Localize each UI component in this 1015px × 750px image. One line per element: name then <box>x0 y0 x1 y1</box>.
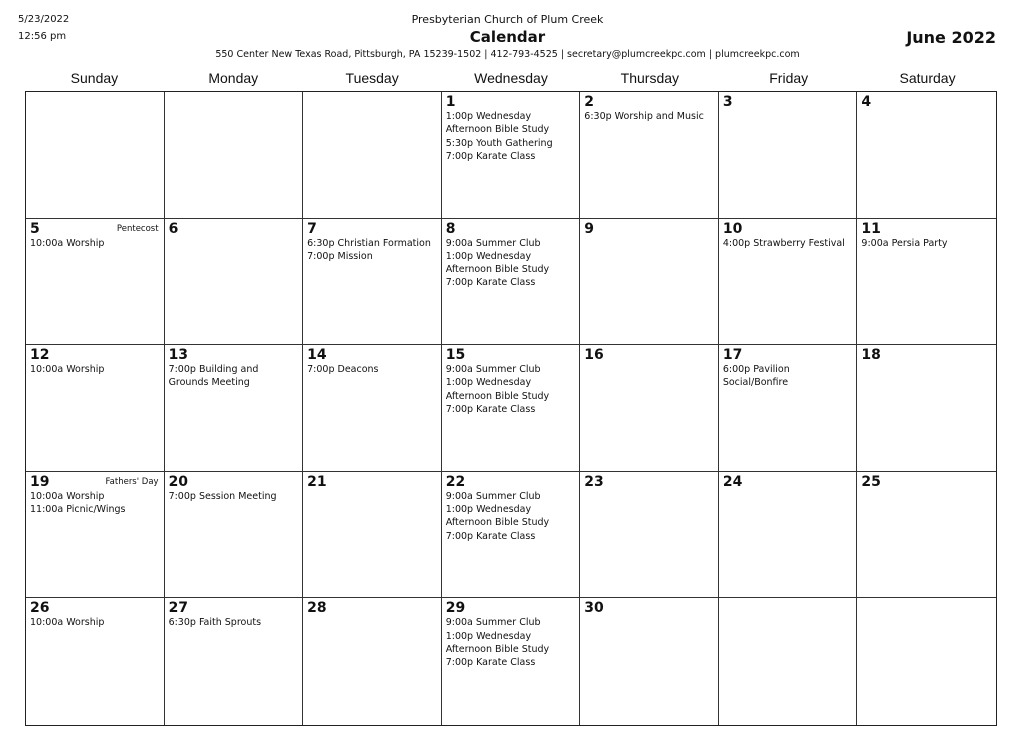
day-cell[interactable] <box>26 219 165 346</box>
day-cell[interactable] <box>580 598 719 725</box>
calendar-event[interactable]: 1:00p Wednesday Afternoon Bible Study <box>445 250 550 276</box>
day-cell[interactable] <box>26 598 165 725</box>
print-date: 5/23/2022 <box>18 14 70 25</box>
calendar-grid <box>25 91 997 726</box>
calendar-event[interactable]: 10:00a Worship <box>30 364 105 376</box>
day-cell[interactable] <box>580 92 719 219</box>
day-cell[interactable] <box>26 345 165 472</box>
calendar-event[interactable]: 9:00a Summer Club <box>445 364 541 376</box>
day-cell[interactable] <box>165 92 304 219</box>
day-number: 22 <box>445 473 466 490</box>
day-cell[interactable] <box>303 598 442 725</box>
calendar-event[interactable]: 9:00a Summer Club <box>445 237 541 249</box>
day-cell[interactable] <box>580 472 719 599</box>
day-cell[interactable] <box>580 219 719 346</box>
calendar-event[interactable]: 1:00p Wednesday Afternoon Bible Study <box>445 377 550 402</box>
day-cell[interactable] <box>580 345 719 472</box>
day-cell[interactable] <box>165 598 304 725</box>
calendar-event[interactable]: 7:00p Karate Class <box>445 277 536 289</box>
day-number: 10 <box>722 220 743 237</box>
holiday-label: Fathers' Day <box>105 476 159 487</box>
day-number: 16 <box>584 347 604 364</box>
day-cell[interactable] <box>165 219 304 346</box>
day-number: 8 <box>445 220 456 237</box>
calendar-event[interactable]: 1:00p Wednesday Afternoon Bible Study <box>445 111 550 136</box>
day-cell[interactable] <box>303 345 442 472</box>
day-number: 19 <box>30 473 50 490</box>
day-cell[interactable] <box>857 92 996 219</box>
day-cell[interactable] <box>719 472 858 599</box>
calendar-event[interactable]: 9:00a Summer Club <box>445 617 541 629</box>
day-cell[interactable] <box>442 472 581 599</box>
day-cell[interactable] <box>719 345 858 472</box>
day-number: 5 <box>30 220 40 237</box>
calendar-event[interactable]: 7:00p Mission <box>307 250 373 262</box>
contact-line: 550 Center New Texas Road, Pittsburgh, PA 15239-1502 | 412-793-4525 | secretary@plumcreekpc.com | plumcreekpc.com <box>215 49 800 60</box>
weekday-header-row <box>25 70 997 90</box>
day-cell[interactable] <box>303 219 442 346</box>
day-number: 14 <box>307 347 327 364</box>
day-number: 23 <box>584 473 604 490</box>
day-number: 25 <box>861 473 881 490</box>
calendar-event[interactable]: 5:30p Youth Gathering <box>445 137 553 149</box>
day-number: 24 <box>722 473 743 490</box>
calendar-event[interactable]: 10:00a Worship <box>30 490 105 502</box>
calendar-event[interactable]: 10:00a Worship <box>30 617 105 629</box>
calendar-event[interactable]: 7:00p Karate Class <box>445 150 536 162</box>
day-cell[interactable] <box>442 598 581 725</box>
day-cell[interactable] <box>857 219 996 346</box>
day-number: 15 <box>445 347 466 364</box>
calendar-event[interactable]: 9:00a Persia Party <box>861 237 948 249</box>
calendar-event[interactable]: 6:30p Christian Formation <box>307 237 431 249</box>
weekday-wednesday: Wednesday <box>474 70 548 86</box>
organization-name: Presbyterian Church of Plum Creek <box>411 13 604 26</box>
calendar-event[interactable]: 9:00a Summer Club <box>445 490 541 502</box>
print-time: 12:56 pm <box>18 31 67 42</box>
day-cell[interactable] <box>719 92 858 219</box>
day-cell[interactable] <box>857 345 996 472</box>
weekday-thursday: Thursday <box>620 70 680 86</box>
day-number: 18 <box>861 347 881 364</box>
day-cell[interactable] <box>442 345 581 472</box>
calendar-event[interactable]: 7:00p Session Meeting <box>168 490 277 502</box>
day-cell[interactable] <box>719 219 858 346</box>
weekday-friday: Friday <box>769 70 809 86</box>
calendar-event[interactable]: 1:00p Wednesday Afternoon Bible Study <box>445 630 550 655</box>
day-cell[interactable] <box>857 472 996 599</box>
weekday-saturday: Saturday <box>899 70 956 86</box>
calendar-event[interactable]: 6:30p Faith Sprouts <box>168 617 262 629</box>
calendar-event[interactable]: 10:00a Worship <box>30 237 105 249</box>
day-number: 17 <box>722 347 743 364</box>
day-number: 13 <box>168 347 189 364</box>
day-number: 4 <box>861 94 872 110</box>
day-number: 3 <box>722 94 733 110</box>
day-number: 29 <box>445 600 466 617</box>
calendar-title: Calendar <box>469 28 546 46</box>
day-number: 30 <box>584 600 604 617</box>
day-number: 27 <box>168 600 189 617</box>
day-cell[interactable] <box>303 472 442 599</box>
weekday-monday: Monday <box>208 70 259 86</box>
day-cell[interactable] <box>857 598 996 725</box>
day-number: 21 <box>307 473 327 490</box>
day-number: 6 <box>168 220 179 237</box>
calendar-event[interactable]: 7:00p Karate Class <box>445 404 536 416</box>
day-number: 2 <box>584 94 595 110</box>
day-number: 11 <box>861 220 881 237</box>
calendar-event[interactable]: 7:00p Karate Class <box>445 530 536 542</box>
weekday-tuesday: Tuesday <box>345 70 399 86</box>
calendar-event[interactable]: 6:30p Worship and Music <box>584 111 704 122</box>
day-cell[interactable] <box>303 92 442 219</box>
day-number: 12 <box>30 347 50 364</box>
day-number: 20 <box>168 473 189 490</box>
calendar-event[interactable]: 7:00p Building and Grounds Meeting <box>168 364 259 389</box>
calendar-event[interactable]: 11:00a Picnic/Wings <box>30 504 126 516</box>
day-number: 9 <box>584 220 595 237</box>
holiday-label: Pentecost <box>116 223 159 234</box>
day-number: 26 <box>30 600 50 617</box>
calendar-event[interactable]: 7:00p Deacons <box>307 364 379 376</box>
calendar-event[interactable]: 1:00p Wednesday Afternoon Bible Study <box>445 504 550 529</box>
calendar-event[interactable]: 7:00p Karate Class <box>445 657 536 669</box>
day-number: 1 <box>445 94 456 110</box>
month-label: June 2022 <box>906 28 996 47</box>
day-cell[interactable] <box>165 345 304 472</box>
calendar-event[interactable]: 4:00p Strawberry Festival <box>722 237 845 249</box>
day-number: 28 <box>307 600 327 617</box>
day-cell[interactable] <box>26 92 165 219</box>
day-number: 7 <box>307 220 317 237</box>
calendar-event[interactable]: 6:00p Pavilion Social/Bonfire <box>722 364 790 389</box>
day-cell[interactable] <box>442 92 581 219</box>
day-cell[interactable] <box>442 219 581 346</box>
day-cell[interactable] <box>26 472 165 599</box>
day-cell[interactable] <box>165 472 304 599</box>
day-cell[interactable] <box>719 598 858 725</box>
weekday-sunday: Sunday <box>70 70 119 86</box>
